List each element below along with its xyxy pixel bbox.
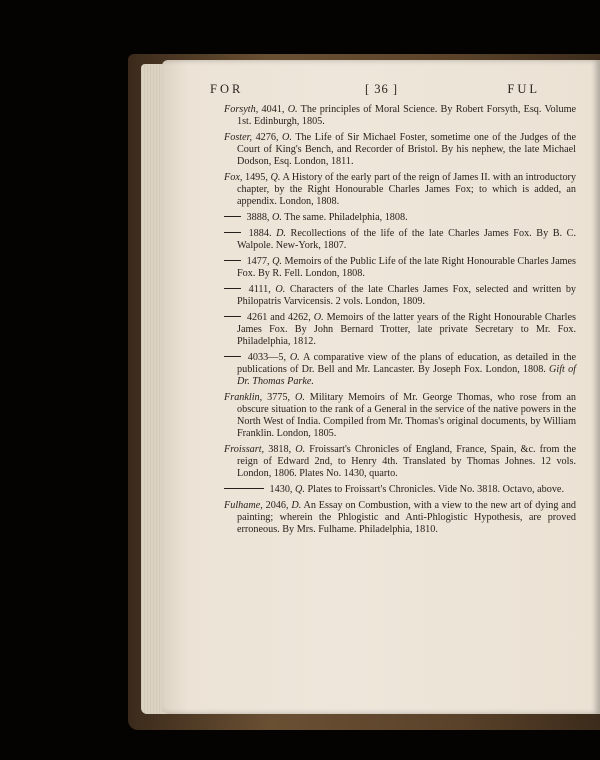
catalog-entry [224,444,576,481]
ditto-dash [224,216,241,217]
entry-text: Plates to Froissart's Chronicles. Vide No. 3818. Octavo, above. [304,484,565,496]
entry-author: Froissart, [224,444,265,456]
entry-text: Recollections of the life of the late Charles James Fox. By B. C. Walpole. New-York, 1807. [237,227,577,252]
entry-number: 1884. [244,227,272,239]
entry-format: D. [288,499,302,511]
entry-format: O. [284,104,298,115]
catalog-entry [224,228,576,252]
entry-format: Q. [267,172,281,184]
ditto-dash [224,488,264,489]
catalog-entry [224,212,576,224]
entry-number: 3818, [264,444,292,456]
catalog-entry [224,256,576,280]
entry-format: D. [271,227,286,239]
entry-number: 4033—5, [244,351,287,363]
entry-text: A comparative view of the plans of education, as detailed in the publications of Dr. Bell and Mr. Lancaster. By Joseph Fox. London, 1808. [237,351,576,375]
entry-text: The same. Philadelphia, 1808. [281,212,408,224]
ditto-dash [224,316,241,317]
catalog-entry [224,484,576,496]
catalog-entry [224,132,576,169]
header-left: FOR [210,82,244,96]
entry-number: 4276, [252,131,279,143]
catalog-entry [224,104,576,128]
entry-author: Forsyth, [224,104,259,115]
entry-text: The principles of Moral Science. By Robert Forsyth, Esq. Volume 1st. Edinburgh, 1805. [237,104,577,128]
entry-format: O. [286,351,300,363]
entry-format: O. [310,311,324,323]
entry-format: O. [270,283,286,295]
entry-number: 3775, [262,391,291,403]
entry-number: 4261 and 4262, [244,311,311,323]
entry-author: Franklin, [224,391,263,403]
entry-number: 3888, [244,212,270,224]
entry-number: 2046, [262,499,289,511]
entry-text: Memoirs of the Public Life of the late Right Honourable Charles James Fox. By R. Fell. London, 1808. [237,255,577,279]
header-right: FUL [507,82,540,96]
entry-author: Fulhame, [224,499,263,511]
catalog-entry [224,172,576,209]
entry-text: The Life of Sir Michael Foster, sometime one of the Judges of the Court of King's Bench, and Recorder of Bristol. By his nephew, the late Michael Dodson, Esq. London, 1811. [237,131,577,168]
catalog-entry [224,352,576,389]
entry-text: A History of the early part of the reign of James II. with an introductory chapter, by the Right Honourable Charles James Fox; to which is added, an appendix. London, 1808. [237,172,577,208]
entry-format: O. [269,212,282,224]
page-number: [ 36 ] [365,82,399,96]
entry-text: Froissart's Chronicles of England, France, Spain, &c. from the reign of Edward 2nd, to Henry 4th. Translated by Thomas Johnes. 12 vols. London, 1806. Plates No. 1430, quarto. [237,444,577,480]
entry-author: Fox, [224,172,243,184]
entry-text: Military Memoirs of Mr. George Thomas, who rose from an obscure situation to the rank of a General in the service of the native powers in the North West of India. Compiled from Mr. Thomas's original documents, by William Franklin. London, 1805. [237,391,577,440]
entry-format: O. [290,391,305,403]
running-header [210,82,540,100]
entry-text: Memoirs of the latter years of the Right Honourable Charles James Fox. By John Bernard Trotter, late private Secretary to Mr. Fox. Philadelphia, 1812. [237,311,576,347]
entry-format: Q. [269,255,282,267]
entry-number: 1477, [244,255,270,267]
entry-number: 4041, [258,104,285,115]
entry-format: Q. [292,484,305,496]
entry-number: 4111, [244,283,271,295]
catalog-entry [224,500,576,537]
entry-author: Foster, [224,131,253,143]
ditto-dash [224,232,241,233]
catalog-entry [224,392,576,441]
entry-number: 1430, [267,484,293,496]
entry-format: O. [278,131,292,143]
catalog-entry [224,312,576,349]
entry-format: O. [291,444,306,456]
ditto-dash [224,356,241,357]
entry-gift-note: Gift of Dr. Thomas Parke. [237,363,576,388]
ditto-dash [224,260,241,261]
catalog-entries [224,104,576,540]
ditto-dash [224,288,241,289]
entry-number: 1495, [242,172,268,184]
entry-text: An Essay on Combustion, with a view to the new art of dying and painting; wherein the Phlogistic and Anti-Phlogistic Hypothesis, are proved erroneous. By Mrs. Fulhame. Philadelphia, 1810. [237,499,577,536]
catalog-entry [224,284,576,308]
entry-text: Characters of the late Charles James Fox, selected and written by Philopatris Varvicensis. 2 vols. London, 1809. [237,283,577,307]
